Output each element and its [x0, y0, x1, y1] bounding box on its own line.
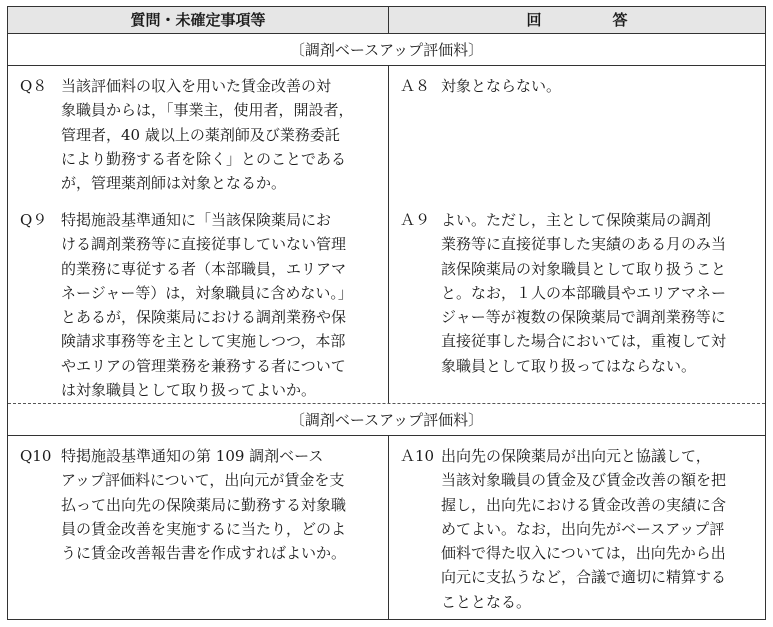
question-cell	[20, 74, 382, 195]
answer-line: よい。ただし，主として保険薬局の調剤	[441, 211, 712, 229]
answer-number: Ａ８	[400, 77, 431, 95]
question-line: 管理者，40 歳以上の薬剤師及び業務委託	[61, 125, 340, 144]
answer-line: と。なお，１人の本部職員やエリアマネー	[441, 283, 727, 302]
section-title: 〔調剤ベースアップ評価料〕	[289, 411, 484, 429]
section-title: 〔調剤ベースアップ評価料〕	[289, 41, 484, 59]
qa-table	[7, 6, 766, 620]
question-line: ける調剤業務等に直接従事していない管理	[61, 235, 347, 254]
answer-number: Ａ10	[400, 447, 435, 465]
header-answer-column: 回 答	[526, 11, 656, 29]
question-line: アップ評価料について，出向元が賃金を支	[61, 471, 345, 490]
question-cell	[20, 208, 382, 402]
answer-cell	[400, 74, 760, 98]
question-cell	[20, 444, 382, 565]
header-question-column: 質問・未確定事項等	[130, 11, 266, 29]
header-divider	[388, 7, 389, 34]
question-line: 険請求事務等を主として実施しつつ，本部	[61, 332, 346, 351]
answer-line: 直接従事した場合においては，重複して対	[441, 332, 727, 351]
answer-line: 象職員として取り扱ってはならない。	[441, 356, 697, 375]
answer-cell	[400, 208, 760, 378]
question-line: やエリアの管理業務を兼務する者について	[61, 356, 346, 375]
question-line: により勤務する者を除く」とのことである	[61, 149, 347, 168]
question-line: 特掲施設基準通知に「当該保険薬局にお	[61, 211, 332, 229]
question-line: は対象職員として取り扱ってよいか。	[61, 381, 317, 400]
question-line: ネージャー等）は，対象職員に含めない。」	[61, 283, 353, 302]
question-line: 的業務に専従する者（本部職員，エリアマ	[61, 259, 347, 278]
answer-number: Ａ９	[400, 211, 431, 229]
answer-line: 業務等に直接従事した実績のある月のみ当	[441, 235, 727, 254]
answer-line: 当該対象職員の賃金及び賃金改善の額を把	[441, 471, 727, 490]
question-line: 員の賃金改善を実施するに当たり，どのよ	[61, 519, 347, 538]
table-header	[8, 7, 765, 34]
answer-line: 対象とならない。	[441, 77, 562, 95]
answer-line: めてよい。なお，出向先がベースアップ評	[441, 519, 725, 538]
question-number: Q10	[20, 447, 52, 465]
question-line: とあるが，保険薬局における調剤業務や保	[61, 308, 347, 327]
answer-line: 出向先の保険薬局が出向元と協議して，	[441, 447, 711, 465]
answer-line: ジャー等が複数の保険薬局で調剤業務等に	[441, 308, 726, 327]
column-divider	[388, 435, 389, 619]
answer-line: 価料で得た収入については，出向先から出	[441, 544, 726, 563]
question-number: Q９	[20, 211, 48, 229]
section-divider	[8, 65, 765, 66]
question-line: 特掲施設基準通知の第 109 調剤ベース	[61, 447, 324, 465]
question-line: 象職員からは，「事業主，使用者，開設者，	[61, 101, 354, 120]
answer-line: 握し，出向先における賃金改善の実績に含	[441, 495, 727, 514]
question-line: が，管理薬剤師は対象となるか。	[61, 174, 287, 193]
row-divider-dashed	[8, 403, 765, 404]
answer-line: 向元に支払うなど，合議で適切に精算する	[441, 568, 727, 587]
section-divider	[8, 435, 765, 436]
column-divider	[388, 65, 389, 403]
answer-line: 該保険薬局の対象職員として取り扱うこと	[441, 259, 727, 278]
question-line: 当該評価料の収入を用いた賃金改善の対	[61, 77, 332, 95]
question-line: うに賃金改善報告書を作成すればよいか。	[61, 544, 347, 563]
answer-cell	[400, 444, 760, 614]
question-number: Q８	[20, 77, 48, 95]
answer-line: こととなる。	[441, 592, 532, 611]
question-line: 払って出向先の保険薬局に勤務する対象職	[61, 495, 347, 514]
